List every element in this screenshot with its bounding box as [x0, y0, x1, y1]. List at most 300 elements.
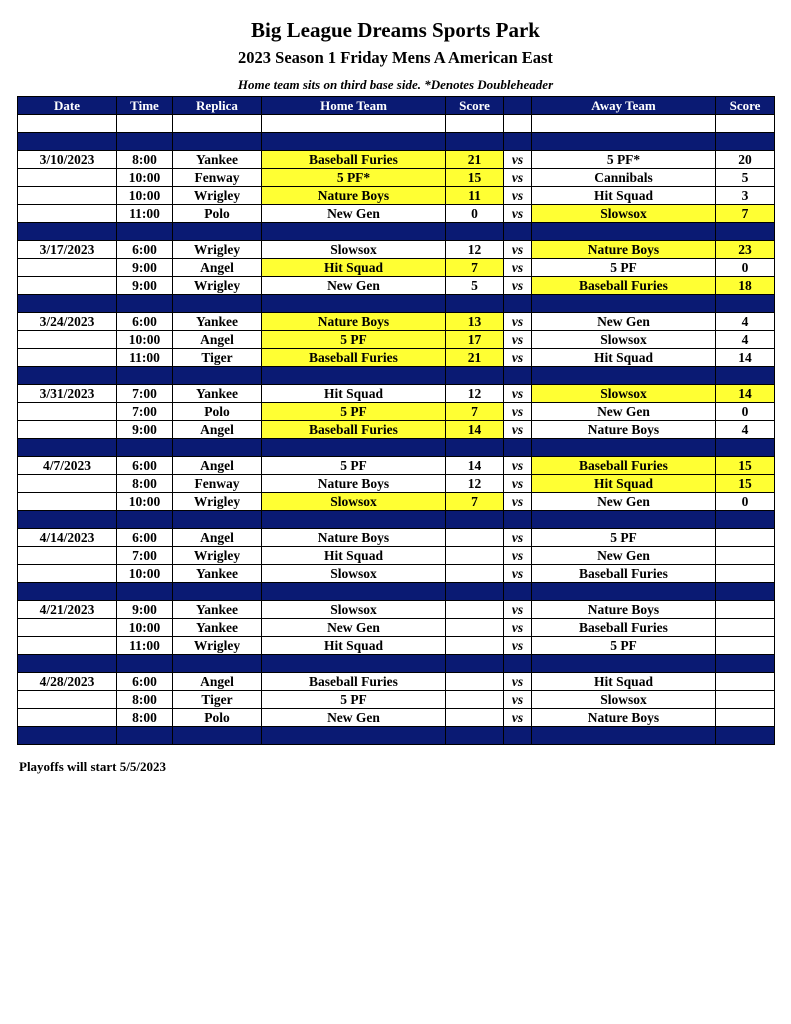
away-score [716, 619, 775, 637]
away-team: Baseball Furies [532, 565, 716, 583]
home-score: 5 [446, 277, 504, 295]
home-score: 15 [446, 169, 504, 187]
col-header-replica: Replica [173, 97, 262, 115]
game-time: 7:00 [117, 385, 173, 403]
week-separator-row-cell [716, 223, 775, 241]
week-separator-row [18, 583, 775, 601]
game-field: Polo [173, 709, 262, 727]
game-date [18, 259, 117, 277]
game-time: 10:00 [117, 331, 173, 349]
home-score [446, 637, 504, 655]
page-title: Big League Dreams Sports Park [251, 18, 540, 42]
vs-label: vs [504, 547, 532, 565]
game-time: 11:00 [117, 637, 173, 655]
home-score: 12 [446, 241, 504, 259]
game-time: 8:00 [117, 151, 173, 169]
home-score: 0 [446, 205, 504, 223]
game-date [18, 637, 117, 655]
vs-label: vs [504, 673, 532, 691]
week-separator-row-cell [716, 655, 775, 673]
blank-row-cell [262, 115, 446, 133]
vs-label: vs [504, 637, 532, 655]
vs-label: vs [504, 493, 532, 511]
week-separator-row-cell [716, 727, 775, 745]
game-row [18, 313, 775, 331]
away-team: New Gen [532, 403, 716, 421]
game-date [18, 421, 117, 439]
away-score: 3 [716, 187, 775, 205]
week-separator-row-cell [446, 655, 504, 673]
game-row [18, 565, 775, 583]
game-field: Angel [173, 529, 262, 547]
game-field: Yankee [173, 385, 262, 403]
game-time: 6:00 [117, 529, 173, 547]
week-separator-row-cell [716, 439, 775, 457]
game-row [18, 241, 775, 259]
week-separator-row-cell [716, 583, 775, 601]
game-time: 9:00 [117, 421, 173, 439]
week-separator-row-cell [504, 583, 532, 601]
blank-row-cell [532, 115, 716, 133]
vs-label: vs [504, 313, 532, 331]
week-separator-row [18, 439, 775, 457]
home-score: 11 [446, 187, 504, 205]
vs-label: vs [504, 151, 532, 169]
home-team: Nature Boys [262, 529, 446, 547]
game-row [18, 601, 775, 619]
week-separator-row-cell [18, 727, 117, 745]
home-team: Baseball Furies [262, 151, 446, 169]
away-score: 7 [716, 205, 775, 223]
week-separator-row [18, 655, 775, 673]
week-separator-row-cell [117, 727, 173, 745]
week-separator-row-cell [504, 367, 532, 385]
home-team: Nature Boys [262, 313, 446, 331]
home-team: Slowsox [262, 493, 446, 511]
col-header-home-team: Home Team [262, 97, 446, 115]
home-score: 12 [446, 385, 504, 403]
week-separator-row-cell [532, 223, 716, 241]
away-team: Slowsox [532, 331, 716, 349]
game-row [18, 259, 775, 277]
away-team: Nature Boys [532, 241, 716, 259]
home-team: 5 PF [262, 457, 446, 475]
game-time: 10:00 [117, 565, 173, 583]
game-row [18, 151, 775, 169]
week-separator-row-cell [262, 133, 446, 151]
vs-label: vs [504, 277, 532, 295]
vs-label: vs [504, 169, 532, 187]
week-separator-row-cell [504, 295, 532, 313]
home-score [446, 619, 504, 637]
game-time: 7:00 [117, 547, 173, 565]
game-time: 10:00 [117, 169, 173, 187]
away-team: Hit Squad [532, 673, 716, 691]
game-row [18, 709, 775, 727]
away-team: New Gen [532, 313, 716, 331]
away-score [716, 547, 775, 565]
home-team: Baseball Furies [262, 349, 446, 367]
home-score: 7 [446, 403, 504, 421]
game-row [18, 529, 775, 547]
week-separator-row-cell [117, 655, 173, 673]
game-field: Yankee [173, 619, 262, 637]
vs-label: vs [504, 475, 532, 493]
home-team: Slowsox [262, 565, 446, 583]
vs-label: vs [504, 601, 532, 619]
game-field: Yankee [173, 601, 262, 619]
home-team: 5 PF* [262, 169, 446, 187]
col-header-away-score: Score [716, 97, 775, 115]
game-date [18, 547, 117, 565]
week-separator-row-cell [173, 655, 262, 673]
game-date: 3/24/2023 [18, 313, 117, 331]
game-row [18, 385, 775, 403]
game-field: Angel [173, 331, 262, 349]
week-separator-row-cell [117, 295, 173, 313]
week-separator-row-cell [446, 133, 504, 151]
away-score: 4 [716, 331, 775, 349]
game-date [18, 619, 117, 637]
away-team: Nature Boys [532, 601, 716, 619]
home-team: Baseball Furies [262, 673, 446, 691]
away-score: 5 [716, 169, 775, 187]
vs-label: vs [504, 259, 532, 277]
home-score [446, 529, 504, 547]
week-separator-row [18, 727, 775, 745]
week-separator-row-cell [716, 511, 775, 529]
away-team: Slowsox [532, 385, 716, 403]
week-separator-row-cell [173, 439, 262, 457]
week-separator-row-cell [173, 367, 262, 385]
schedule-body [18, 115, 775, 745]
game-field: Angel [173, 673, 262, 691]
away-score: 15 [716, 457, 775, 475]
week-separator-row-cell [117, 367, 173, 385]
away-team: Baseball Furies [532, 277, 716, 295]
vs-label: vs [504, 349, 532, 367]
game-field: Polo [173, 403, 262, 421]
game-date [18, 691, 117, 709]
game-date [18, 565, 117, 583]
away-score [716, 709, 775, 727]
home-team: Hit Squad [262, 259, 446, 277]
home-score [446, 565, 504, 583]
home-team: Nature Boys [262, 187, 446, 205]
week-separator-row-cell [173, 583, 262, 601]
game-time: 11:00 [117, 349, 173, 367]
game-date [18, 349, 117, 367]
away-team: Hit Squad [532, 475, 716, 493]
game-field: Tiger [173, 349, 262, 367]
vs-label: vs [504, 241, 532, 259]
game-time: 9:00 [117, 259, 173, 277]
vs-label: vs [504, 565, 532, 583]
week-separator-row-cell [446, 583, 504, 601]
game-row [18, 277, 775, 295]
game-field: Angel [173, 421, 262, 439]
game-time: 6:00 [117, 241, 173, 259]
game-date [18, 493, 117, 511]
week-separator-row [18, 133, 775, 151]
away-score: 0 [716, 259, 775, 277]
vs-label: vs [504, 619, 532, 637]
game-date [18, 169, 117, 187]
home-team: Hit Squad [262, 385, 446, 403]
game-field: Wrigley [173, 547, 262, 565]
away-team: 5 PF [532, 259, 716, 277]
week-separator-row-cell [173, 133, 262, 151]
game-field: Wrigley [173, 277, 262, 295]
vs-label: vs [504, 187, 532, 205]
game-date: 3/10/2023 [18, 151, 117, 169]
game-field: Angel [173, 259, 262, 277]
week-separator-row-cell [18, 439, 117, 457]
week-separator-row-cell [504, 727, 532, 745]
away-score: 0 [716, 403, 775, 421]
week-separator-row-cell [504, 511, 532, 529]
week-separator-row-cell [117, 583, 173, 601]
week-separator-row-cell [173, 223, 262, 241]
game-field: Polo [173, 205, 262, 223]
game-date [18, 709, 117, 727]
col-header-vs [504, 97, 532, 115]
game-field: Angel [173, 457, 262, 475]
away-score: 14 [716, 349, 775, 367]
home-team: 5 PF [262, 331, 446, 349]
away-team: New Gen [532, 493, 716, 511]
week-separator-row-cell [117, 439, 173, 457]
game-time: 8:00 [117, 475, 173, 493]
home-team: Slowsox [262, 241, 446, 259]
game-date [18, 205, 117, 223]
home-score: 12 [446, 475, 504, 493]
home-score [446, 547, 504, 565]
away-score: 4 [716, 313, 775, 331]
vs-label: vs [504, 691, 532, 709]
away-team: 5 PF [532, 529, 716, 547]
game-field: Wrigley [173, 493, 262, 511]
home-score: 21 [446, 349, 504, 367]
away-score: 0 [716, 493, 775, 511]
vs-label: vs [504, 421, 532, 439]
week-separator-row-cell [262, 583, 446, 601]
home-team: 5 PF [262, 691, 446, 709]
game-time: 8:00 [117, 709, 173, 727]
game-date [18, 475, 117, 493]
game-date: 4/14/2023 [18, 529, 117, 547]
home-team: Slowsox [262, 601, 446, 619]
game-row [18, 205, 775, 223]
home-team: New Gen [262, 709, 446, 727]
home-team: New Gen [262, 205, 446, 223]
week-separator-row-cell [532, 439, 716, 457]
blank-row-cell [173, 115, 262, 133]
game-row [18, 331, 775, 349]
game-time: 9:00 [117, 601, 173, 619]
week-separator-row-cell [262, 655, 446, 673]
away-team: Hit Squad [532, 187, 716, 205]
home-team: Hit Squad [262, 637, 446, 655]
week-separator-row [18, 367, 775, 385]
week-separator-row-cell [173, 511, 262, 529]
home-score: 14 [446, 457, 504, 475]
home-team: New Gen [262, 277, 446, 295]
vs-label: vs [504, 331, 532, 349]
col-header-away-team: Away Team [532, 97, 716, 115]
week-separator-row-cell [716, 295, 775, 313]
away-score: 14 [716, 385, 775, 403]
game-row [18, 547, 775, 565]
away-score: 23 [716, 241, 775, 259]
week-separator-row-cell [173, 295, 262, 313]
home-team: New Gen [262, 619, 446, 637]
col-header-time: Time [117, 97, 173, 115]
game-time: 10:00 [117, 619, 173, 637]
game-field: Yankee [173, 313, 262, 331]
game-row [18, 475, 775, 493]
blank-row [18, 115, 775, 133]
game-date [18, 331, 117, 349]
game-date: 4/28/2023 [18, 673, 117, 691]
week-separator-row-cell [446, 295, 504, 313]
home-score: 21 [446, 151, 504, 169]
away-score [716, 637, 775, 655]
blank-row-cell [716, 115, 775, 133]
week-separator-row-cell [262, 511, 446, 529]
week-separator-row-cell [18, 583, 117, 601]
away-team: Slowsox [532, 205, 716, 223]
home-score [446, 601, 504, 619]
week-separator-row-cell [173, 727, 262, 745]
game-date [18, 403, 117, 421]
game-time: 10:00 [117, 187, 173, 205]
vs-label: vs [504, 385, 532, 403]
game-date: 4/21/2023 [18, 601, 117, 619]
game-time: 9:00 [117, 277, 173, 295]
game-field: Wrigley [173, 637, 262, 655]
home-team: 5 PF [262, 403, 446, 421]
vs-label: vs [504, 403, 532, 421]
game-field: Wrigley [173, 187, 262, 205]
week-separator-row [18, 511, 775, 529]
game-time: 7:00 [117, 403, 173, 421]
week-separator-row-cell [117, 133, 173, 151]
home-score: 7 [446, 493, 504, 511]
home-score [446, 691, 504, 709]
week-separator-row-cell [262, 295, 446, 313]
week-separator-row-cell [446, 727, 504, 745]
week-separator-row-cell [117, 511, 173, 529]
week-separator-row-cell [18, 223, 117, 241]
game-field: Wrigley [173, 241, 262, 259]
game-row [18, 493, 775, 511]
blank-row-cell [446, 115, 504, 133]
away-score [716, 691, 775, 709]
game-row [18, 691, 775, 709]
col-header-home-score: Score [446, 97, 504, 115]
vs-label: vs [504, 457, 532, 475]
game-time: 10:00 [117, 493, 173, 511]
away-team: Baseball Furies [532, 457, 716, 475]
home-score: 7 [446, 259, 504, 277]
away-score: 18 [716, 277, 775, 295]
game-date: 3/31/2023 [18, 385, 117, 403]
week-separator-row-cell [716, 367, 775, 385]
season-subtitle: 2023 Season 1 Friday Mens A American East [238, 48, 553, 67]
game-row [18, 421, 775, 439]
home-score [446, 673, 504, 691]
playoffs-note: Playoffs will start 5/5/2023 [19, 759, 166, 774]
blank-row-cell [18, 115, 117, 133]
week-separator-row-cell [262, 439, 446, 457]
game-date [18, 187, 117, 205]
game-time: 8:00 [117, 691, 173, 709]
week-separator-row-cell [504, 439, 532, 457]
week-separator-row-cell [716, 133, 775, 151]
week-separator-row-cell [18, 655, 117, 673]
blank-row-cell [504, 115, 532, 133]
away-team: Hit Squad [532, 349, 716, 367]
schedule-note: Home team sits on third base side. *Denotes Doubleheader [237, 77, 554, 92]
game-row [18, 169, 775, 187]
home-score: 14 [446, 421, 504, 439]
game-time: 6:00 [117, 673, 173, 691]
week-separator-row-cell [504, 223, 532, 241]
game-field: Tiger [173, 691, 262, 709]
game-field: Yankee [173, 565, 262, 583]
header-row [18, 97, 775, 115]
away-score: 20 [716, 151, 775, 169]
vs-label: vs [504, 529, 532, 547]
week-separator-row-cell [262, 727, 446, 745]
game-row [18, 637, 775, 655]
game-date: 4/7/2023 [18, 457, 117, 475]
game-field: Fenway [173, 169, 262, 187]
away-team: 5 PF* [532, 151, 716, 169]
week-separator-row-cell [18, 295, 117, 313]
away-team: Cannibals [532, 169, 716, 187]
week-separator-row [18, 223, 775, 241]
vs-label: vs [504, 709, 532, 727]
game-row [18, 349, 775, 367]
home-team: Hit Squad [262, 547, 446, 565]
game-field: Yankee [173, 151, 262, 169]
week-separator-row-cell [532, 727, 716, 745]
home-score: 13 [446, 313, 504, 331]
away-score: 4 [716, 421, 775, 439]
game-row [18, 457, 775, 475]
schedule-table [17, 96, 775, 745]
week-separator-row-cell [18, 367, 117, 385]
away-team: Baseball Furies [532, 619, 716, 637]
game-row [18, 673, 775, 691]
week-separator-row-cell [262, 367, 446, 385]
week-separator-row-cell [532, 511, 716, 529]
week-separator-row-cell [504, 655, 532, 673]
week-separator-row-cell [532, 583, 716, 601]
away-team: Nature Boys [532, 421, 716, 439]
game-time: 6:00 [117, 313, 173, 331]
home-team: Baseball Furies [262, 421, 446, 439]
game-time: 11:00 [117, 205, 173, 223]
week-separator-row-cell [18, 133, 117, 151]
col-header-date: Date [18, 97, 117, 115]
week-separator-row-cell [262, 223, 446, 241]
game-time: 6:00 [117, 457, 173, 475]
away-team: 5 PF [532, 637, 716, 655]
away-score [716, 529, 775, 547]
